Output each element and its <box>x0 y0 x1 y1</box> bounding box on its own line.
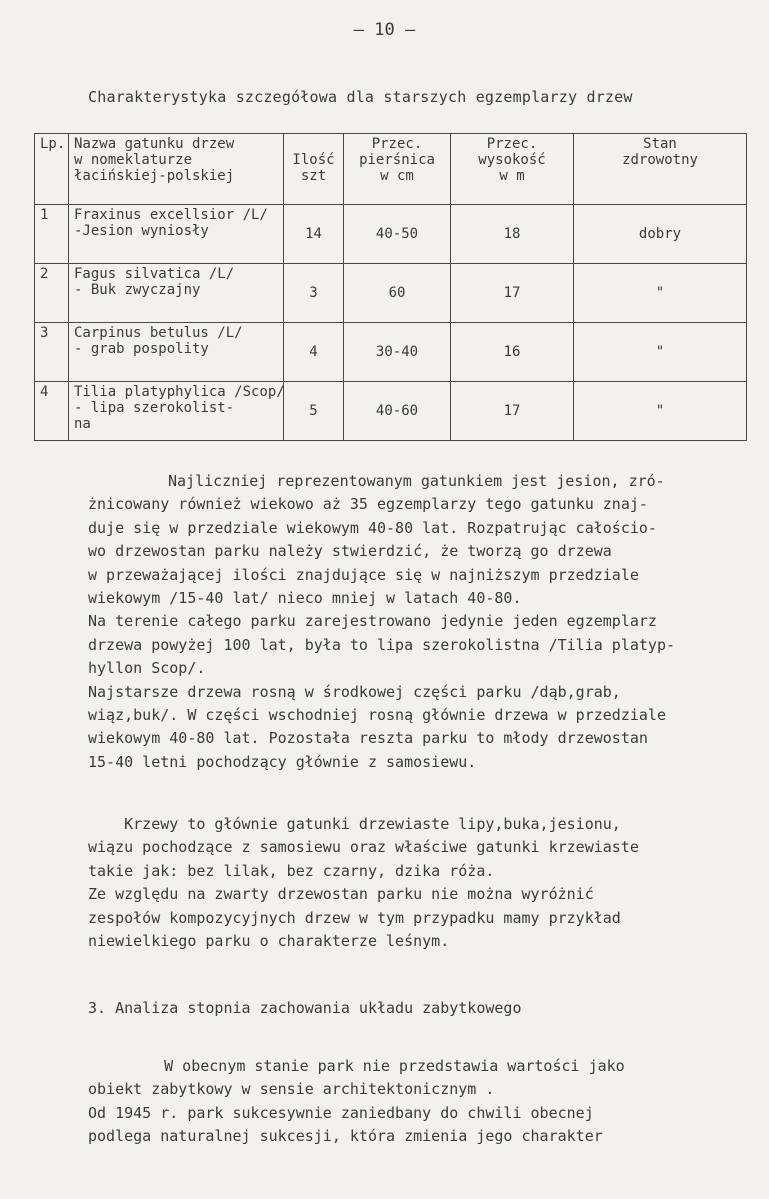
cell-name: Fagus silvatica /L/ - Buk zwyczajny <box>69 264 284 323</box>
document-title: Charakterystyka szczegółowa dla starszych egzemplarzy drzew <box>88 88 633 106</box>
cell-height: 17 <box>451 264 574 323</box>
cell-height: 16 <box>451 323 574 382</box>
header-health: Stan zdrowotny <box>574 134 747 205</box>
table-row <box>35 323 747 382</box>
cell-dbh: 30-40 <box>344 323 451 382</box>
cell-qty: 14 <box>284 205 344 264</box>
header-dbh: Przec. pierśnica w cm <box>344 134 451 205</box>
cell-height: 17 <box>451 382 574 441</box>
header-qty: Ilość szt <box>284 134 344 205</box>
cell-dbh: 40-60 <box>344 382 451 441</box>
cell-health: " <box>574 382 747 441</box>
species-table <box>34 133 747 441</box>
cell-qty: 4 <box>284 323 344 382</box>
header-height: Przec. wysokość w m <box>451 134 574 205</box>
cell-name: Carpinus betulus /L/ - grab pospolity <box>69 323 284 382</box>
cell-dbh: 60 <box>344 264 451 323</box>
table-row <box>35 205 747 264</box>
paragraph-tree-ages: Najliczniej reprezentowanym gatunkiem jest jesion, zró- żnicowany również wiekowo aż 35 egzemplarzy tego gatunku znaj- duje się w przedziale wiekowym 40-80 lat. Rozpatrując całościo- wo drzewostan parku należy stwierdzić, że tworzą go drzewa w przeważającej ilości znajdujące się w najniższym przedziale wiekowym /15-40 lat/ nieco mniej w latach 40-80. Na terenie całego parku zarejestrowano jedynie jeden egzemplarz drzewa powyżej 100 lat, była to lipa szerokolistna /Tilia platyp- hyllon Scop/. Najstarsze drzewa rosną w środkowej części parku /dąb,grab, wiąz,buk/. W części wschodniej rosną głównie drzewa w przedziale wiekowym 40-80 lat. Pozostała reszta parku to młody drzewostan 15-40 letni pochodzący głównie z samosiewu. <box>88 472 675 771</box>
paragraph-monument-value: W obecnym stanie park nie przedstawia wartości jako obiekt zabytkowy w sensie architektonicznym . Od 1945 r. park sukcesywnie zaniedbany do chwili obecnej podlega naturalnej sukcesji, która zmienia jego charakter <box>88 1057 625 1146</box>
table-header-row <box>35 134 747 205</box>
header-name: Nazwa gatunku drzew w nomeklaturze łacińskiej-polskiej <box>69 134 284 205</box>
table-row <box>35 382 747 441</box>
cell-qty: 5 <box>284 382 344 441</box>
cell-name: Fraxinus excellsior /L/ -Jesion wyniosły <box>69 205 284 264</box>
page-number: — 10 — <box>353 20 416 40</box>
cell-lp: 1 <box>35 205 69 264</box>
cell-dbh: 40-50 <box>344 205 451 264</box>
cell-height: 18 <box>451 205 574 264</box>
cell-lp: 3 <box>35 323 69 382</box>
cell-lp: 4 <box>35 382 69 441</box>
table-row <box>35 264 747 323</box>
cell-health: " <box>574 264 747 323</box>
cell-health: " <box>574 323 747 382</box>
cell-name: Tilia platyphylica /Scop/ - lipa szerokolist- na <box>69 382 284 441</box>
cell-health: dobry <box>574 205 747 264</box>
paragraph-shrubs: Krzewy to głównie gatunki drzewiaste lipy,buka,jesionu, wiązu pochodzące z samosiewu oraz właściwe gatunki krzewiaste takie jak: bez lilak, bez czarny, dzika róża. Ze względu na zwarty drzewostan parku nie można wyróżnić zespołów kompozycyjnych drzew w tym przypadku mamy przykład niewielkiego parku o charakterze leśnym. <box>88 815 639 951</box>
section-heading: 3. Analiza stopnia zachowania układu zabytkowego <box>88 999 522 1017</box>
cell-lp: 2 <box>35 264 69 323</box>
cell-qty: 3 <box>284 264 344 323</box>
header-lp: Lp. <box>35 134 69 205</box>
